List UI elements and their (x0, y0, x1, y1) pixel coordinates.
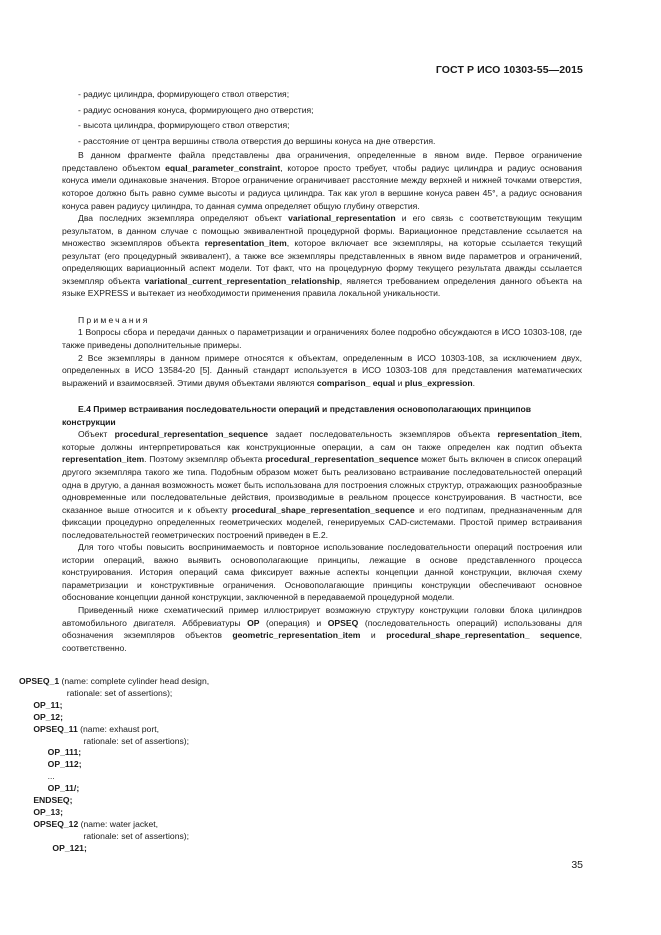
bullet-item: - радиус основания конуса, формирующего дно отверстия; (78, 104, 314, 115)
section-title: Е.4 Пример встраивания последовательности операций и представления основополагающих принципов конструкции (62, 404, 532, 427)
note-item: 1 Вопросы сбора и передачи данных о параметризации и ограничениях более подробно обсуждаются в ИСО 10303-108, где также приведены дополнительные примеры. (62, 327, 582, 351)
document-header: ГОСТ Р ИСО 10303-55—2015 (435, 64, 583, 76)
notes-title: Примечания (78, 314, 150, 325)
code-line: OPSEQ_11 (name: exhaust port, (19, 723, 159, 734)
paragraph: В данном фрагменте файла представлены два ограничения, определенные в явном виде. Первое ограничение представлено объектом equal_parameter_constraint, которое просто требует, чтобы радиус цилиндра и радиус основания конуса имели одинаковые значения. Второе ограничение ограничивает расстояние между верхней и нижней точками отверстия, которое должно быть равно сумме высоты и радиуса цилиндра. Так как угол в вершине конуса равен 45°, а радиус основания конуса равен радиусу цилиндра, то данная сумма определяет общую глубину отверстия. (62, 150, 583, 211)
code-line: OPSEQ_1 (name: complete cylinder head design, (19, 676, 210, 686)
code-line: OP_12; (19, 711, 63, 722)
paragraph: Два последних экземпляра определяют объект variational_representation и его связь с соответствующим текущим результатом, в данном случае с помощью эквивалентной процедурной формы. Вариационное представление ссылается на множество экземпляров объекта representation_item, которое включает все экземпляры, на которые ссылается текущий результат (его процедурный эквивалент), а также все экземпляры представленных в явном виде параметров и ограничений, определяющих вариационный аспект модели. Тот факт, что на процедурную форму текущего результата дважды ссылается экземпляр объекта variational_current_representation_relationship, является требованием определения данного объекта на языке EXPRESS и вытекает из необходимости применения правила локальной уникальности. (62, 213, 583, 299)
body-text (62, 87, 582, 654)
code-line: OPSEQ_12 (name: water jacket, (19, 818, 158, 829)
bullet-item: - расстояние от центра вершины ствола отверстия до вершины конуса на дне отверстия. (78, 135, 436, 146)
bullet-item: - радиус цилиндра, формирующего ствол отверстия; (78, 89, 290, 99)
code-line: rationale: set of assertions); (19, 735, 190, 746)
bullet-item: - высота цилиндра, формирующего ствол отверстия; (78, 120, 290, 131)
code-line: OP_13; (19, 806, 63, 817)
paragraph: Приведенный ниже схематический пример иллюстрирует возможную структуру конструкции головки блока цилиндров автомобильного двигателя. Аббревиатуры OP (операция) и OPSEQ (последовательность операций) использованы для обозначения экземпляров объектов geometric_representation_item и procedural_shape_representation_ sequence, соответственно. (62, 604, 582, 653)
code-line: ENDSEQ; (19, 795, 73, 806)
code-line: rationale: set of assertions); (19, 687, 173, 698)
code-line: OP_11; (19, 699, 63, 710)
code-line: ... (19, 771, 55, 782)
code-example (19, 676, 209, 855)
code-line: OP_121; (19, 842, 87, 853)
code-line: rationale: set of assertions); (19, 830, 190, 841)
code-line: OP_11/; (19, 783, 80, 794)
page-number: 35 (571, 859, 583, 871)
code-line: OP_112; (19, 759, 82, 770)
code-line: OP_111; (19, 747, 82, 758)
paragraph: Для того чтобы повысить воспринимаемость и повторное использование последовательности операций построения или истории операций, важно выявить основополагающие принципы, лежащие в основе представленного процесса конструирования. История операций сама фиксирует важные аспекты концепции данной конструкции, включая схему параметризации и конструктивные ограничения. Основополагающие принципы конструкции обеспечивают основное обоснование концепции данной конструкции, заключенной в передаваемой процедурной модели. (62, 542, 582, 603)
paragraph: Объект procedural_representation_sequence задает последовательность экземпляров объекта representation_item, которые должны интерпретироваться как конструкционные операции, а сам он также определен как подтип объекта representation_item. Поэтому экземпляр объекта procedural_representation_sequence может быть включен в список операций другого экземпляра такого же типа. Подобным образом может быть реализовано встраивание последовательностей операций одна в другую, а данная возможность может быть использована для построения сложных структур, отражающих разнообразные одновременные или последовательные действия, производимые в реальном процессе конструирования. В частности, все сказанное выше относится и к объекту procedural_shape_representation_sequence и его подтипам, предназначенным для фиксации процедурно определенных геометрических моделей, генерируемых CAD-системами. Простой пример встраивания последовательностей геометрических построений приведен в Е.2. (62, 429, 582, 540)
note-item: 2 Все экземпляры в данном примере относятся к объектам, определенным в ИСО 10303-108, за исключением двух, определенных в ИСО 13584-20 [5]. Данный стандарт используется в ИСО 10303-108 для представления математических выражений и взаимосвязей. Этими двумя объектами являются comparison_ equal и plus_expression. (62, 352, 582, 388)
